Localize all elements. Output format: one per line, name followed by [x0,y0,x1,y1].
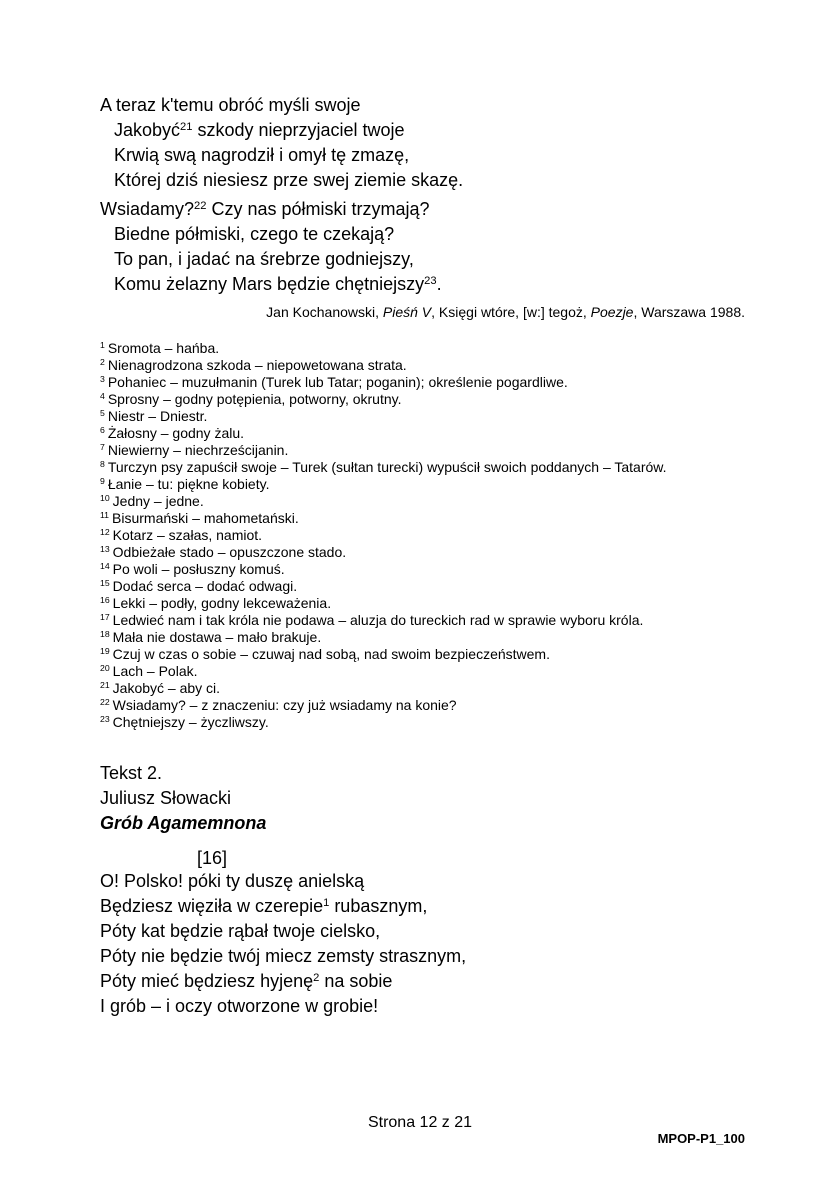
poem-line: Biedne półmiski, czego te czekają? [114,224,395,244]
footnote: $^9$ Łanie – tu: piękne kobiety. [100,476,270,492]
footnote: $^{23}$ Chętniejszy – życzliwszy. [100,714,269,730]
footnote-number: 16 [100,595,110,606]
footnote-number: 19 [100,646,110,657]
attribution-text: , Warszawa 1988. [633,304,745,320]
footnote-number: 13 [100,544,110,555]
footnote: $^3$ Pohaniec – muzułmanin (Turek lub Tatar; poganin); określenie pogardliwe. [100,374,568,390]
footnote-number: 9 [100,476,105,487]
footnote-number: 6 [100,425,105,436]
poem-line: I grób – i oczy otworzone w grobie! [100,996,379,1016]
footnote-number: 23 [100,714,110,725]
footnote-number: 21 [100,680,110,691]
poem-line: Krwią swą nagrodził i omył tę zmazę, [114,145,410,165]
footnote-number: 2 [100,357,105,368]
footnote: $^{13}$ Odbieżałe stado – opuszczone stado. [100,544,347,560]
footnote-number: 22 [100,697,110,708]
footnote-number: 7 [100,442,105,453]
footnote: $^2$ Nienagrodzona szkoda – niepowetowana strata. [100,357,407,373]
footnote-number: 3 [100,374,105,385]
footnote-reference: 21 [180,120,193,133]
footnote: $^1$ Sromota – hańba. [100,340,220,356]
footnote-number: 14 [100,561,110,572]
footnote: $^{20}$ Lach – Polak. [100,663,198,679]
footnote: $^{17}$ Ledwieć nam i tak króla nie podawa – aluzja do tureckich rad w sprawie wyboru króla. [100,612,644,628]
kochanowski-stanza-2 [100,197,745,297]
slowacki-poem [100,869,745,1019]
attribution-text: Jan Kochanowski, [266,304,383,320]
footnote-number: 20 [100,663,110,674]
text2-header [100,761,745,836]
footnote: $^6$ Żałosny – godny żalu. [100,425,245,441]
text2-title: Grób Agamemnona [100,813,267,833]
footnote-number: 15 [100,578,110,589]
footnote-number: 18 [100,629,110,640]
poem-line: Komu żelazny Mars będzie chętniejszy$^{23}$. [114,274,442,294]
poem-line: Póty nie będzie twój miecz zemsty strasznym, [100,946,467,966]
footnote-number: 4 [100,391,105,402]
footnote: $^{10}$ Jedny – jedne. [100,493,204,509]
poem-line: Póty kat będzie rąbał twoje cielsko, [100,921,381,941]
poem-line: To pan, i jadać na śrebrze godniejszy, [114,249,414,269]
footnote-number: 1 [100,340,105,351]
footnote: $^{21}$ Jakobyć – aby ci. [100,680,221,696]
footnote-number: 5 [100,408,105,419]
footnote-number: 17 [100,612,110,623]
attribution-title: Pieśń V [382,304,432,320]
footnote-number: 10 [100,493,110,504]
stanza-number: [16] [197,848,228,868]
poem-line: O! Polsko! póki ty duszę anielską [100,871,365,891]
attribution-title: Poezje [590,304,634,320]
footnote-reference: 2 [313,971,320,984]
poem-line: Będziesz więziła w czerepie$^1$ rubasznym, [100,896,428,916]
footnote: $^{22}$ Wsiadamy? – z znaczeniu: czy już wsiadamy na konie? [100,697,457,713]
footnote: $^{16}$ Lekki – podły, godny lekceważenia. [100,595,332,611]
footnote: $^8$ Turczyn psy zapuścił swoje – Turek (sułtan turecki) wypuścił swoich poddanych – Tatarów. [100,459,667,475]
source-attribution [100,304,745,321]
attribution-text: , Księgi wtóre, [w:] tegoż, [431,304,591,320]
form-code: MPOP-P1_100 [657,1131,745,1146]
poem-line: Której dziś niesiesz prze swej ziemie skazę. [114,170,464,190]
kochanowski-stanza-1 [100,93,745,193]
page-number: Strona 12 z 21 [367,1114,473,1131]
footnote: $^5$ Niestr – Dniestr. [100,408,208,424]
poem-line: Jakobyć$^{21}$ szkody nieprzyjaciel twoje [114,120,405,140]
footnote-number: 8 [100,459,105,470]
footnotes-list [100,340,745,731]
poem-line: Póty mieć będziesz hyjenę$^2$ na sobie [100,971,393,991]
footnote-number: 12 [100,527,110,538]
footnote: $^{14}$ Po woli – posłuszny komuś. [100,561,285,577]
footnote-reference: 23 [424,274,437,287]
text2-author: Juliusz Słowacki [100,788,232,808]
footnote-reference: 1 [323,896,330,909]
footnote: $^{18}$ Mała nie dostawa – mało brakuje. [100,629,322,645]
poem-line: A teraz k'temu obróć myśli swoje [100,95,361,115]
footnote: $^4$ Sprosny – godny potępienia, potworny, okrutny. [100,391,402,407]
footnote: $^7$ Niewierny – niechrześcijanin. [100,442,289,458]
footnote: $^{12}$ Kotarz – szałas, namiot. [100,527,263,543]
footnote: $^{15}$ Dodać serca – dodać odwagi. [100,578,298,594]
footnote-reference: 22 [194,199,207,212]
footnote: $^{19}$ Czuj w czas o sobie – czuwaj nad sobą, nad swoim bezpieczeństwem. [100,646,550,662]
poem-line: Wsiadamy?$^{22}$ Czy nas półmiski trzymają? [100,199,430,219]
text2-label: Tekst 2. [100,763,163,783]
footnote-number: 11 [100,510,110,521]
footnote: $^{11}$ Bisurmański – mahometański. [100,510,299,526]
